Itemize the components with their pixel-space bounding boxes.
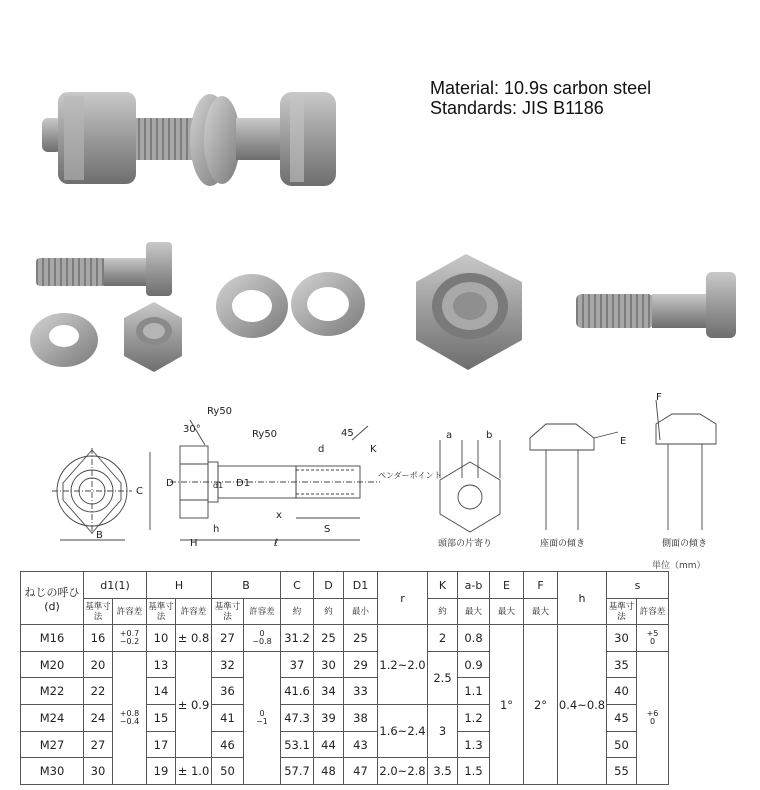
label-ell: ℓ: [274, 538, 279, 549]
header-C: C: [281, 572, 314, 599]
cell-d1-tol: +0.7 −0.2: [113, 625, 147, 652]
sub-tol: 許容差: [244, 599, 281, 625]
unit-label: 単位（mm）: [652, 561, 706, 571]
label-x: x: [276, 510, 282, 521]
cell-D: 25: [314, 625, 344, 652]
label-30deg: 30°: [183, 424, 201, 435]
cell-H: 19: [147, 758, 176, 785]
cell-K: 3: [428, 705, 458, 758]
cell-H-tol: ± 0.8: [176, 625, 212, 652]
cell-B-tol: 0 −0.8: [244, 625, 281, 652]
cell-D1: 47: [344, 758, 378, 785]
label-S: S: [324, 524, 331, 535]
cell-D: 30: [314, 652, 344, 678]
cell-D: 44: [314, 732, 344, 758]
sub-basic: 基準寸法: [212, 599, 244, 625]
sub-approx: 約: [314, 599, 344, 625]
cell-d1: 20: [84, 652, 113, 678]
cell-ab: 1.3: [458, 732, 490, 758]
cell-B: 27: [212, 625, 244, 652]
cell-ab: 0.8: [458, 625, 490, 652]
cell-K: 3.5: [428, 758, 458, 785]
header-E: E: [490, 572, 524, 599]
header-D: D: [314, 572, 344, 599]
cell-size: M27: [21, 732, 84, 758]
cell-H: 17: [147, 732, 176, 758]
cell-B: 46: [212, 732, 244, 758]
cell-C: 47.3: [281, 705, 314, 732]
cell-K: 2.5: [428, 652, 458, 705]
sub-max: 最大: [458, 599, 490, 625]
cell-ab: 0.9: [458, 652, 490, 678]
cell-s: 45: [607, 705, 637, 732]
cell-ab: 1.5: [458, 758, 490, 785]
cell-C: 57.7: [281, 758, 314, 785]
caption-side: 側面の傾き: [662, 539, 708, 549]
label-C: C: [136, 486, 143, 497]
label-a: a: [446, 430, 453, 441]
cell-size: M22: [21, 678, 84, 705]
label-B: B: [96, 530, 103, 541]
cell-d1: 22: [84, 678, 113, 705]
table-row: [21, 625, 669, 652]
cell-s: 35: [607, 652, 637, 678]
sub-tol: 許容差: [637, 599, 669, 625]
cell-D: 34: [314, 678, 344, 705]
cell-C: 53.1: [281, 732, 314, 758]
cell-D1: 25: [344, 625, 378, 652]
cell-s: 40: [607, 678, 637, 705]
label-K: K: [370, 444, 377, 455]
header-h: h: [558, 572, 607, 625]
sub-min: 最小: [344, 599, 378, 625]
cell-E: 1°: [490, 625, 524, 785]
material-text: Material: 10.9s carbon steel: [430, 78, 652, 98]
caption-seat: 座面の傾き: [540, 539, 586, 549]
label-H: H: [190, 538, 198, 549]
cell-H: 13: [147, 652, 176, 678]
label-ry50-b: Ry50: [252, 429, 278, 440]
cell-ab: 1.1: [458, 678, 490, 705]
cell-size: M20: [21, 652, 84, 678]
cell-D: 48: [314, 758, 344, 785]
sub-max: 最大: [490, 599, 524, 625]
cell-D1: 43: [344, 732, 378, 758]
cell-H: 15: [147, 705, 176, 732]
header-B: B: [212, 572, 281, 599]
sub-tol: 許容差: [113, 599, 147, 625]
header-d1: d1(1): [84, 572, 147, 599]
cell-size: M16: [21, 625, 84, 652]
cell-d1-tol: +0.8 −0.4: [113, 652, 147, 785]
header-size: ねじの呼ひ (d): [21, 572, 84, 625]
label-point: ペンダーポイント: [378, 471, 442, 480]
label-45deg: 45: [341, 428, 354, 439]
cell-D1: 33: [344, 678, 378, 705]
seat-inclination-drawing: [530, 424, 618, 530]
cell-C: 31.2: [281, 625, 314, 652]
cell-D1: 29: [344, 652, 378, 678]
sub-tol: 許容差: [176, 599, 212, 625]
cell-H: 14: [147, 678, 176, 705]
dimension-table: [20, 571, 669, 785]
cell-B: 36: [212, 678, 244, 705]
cell-d1: 27: [84, 732, 113, 758]
label-d1: d1: [213, 481, 224, 490]
cell-H-tol: ± 1.0: [176, 758, 212, 785]
cell-H-tol: ± 0.9: [176, 652, 212, 758]
sub-approx: 約: [428, 599, 458, 625]
cell-C: 41.6: [281, 678, 314, 705]
cell-s: 50: [607, 732, 637, 758]
sub-basic: 基準寸法: [607, 599, 637, 625]
head-offset-drawing: [440, 440, 500, 532]
caption-head-offset: 頭部の片寄り: [438, 539, 493, 549]
cell-B: 32: [212, 652, 244, 678]
header-K: K: [428, 572, 458, 599]
label-ry50-a: Ry50: [207, 406, 233, 417]
cell-s: 55: [607, 758, 637, 785]
label-F: F: [656, 392, 662, 403]
label-h: h: [213, 524, 220, 535]
sub-basic: 基準寸法: [84, 599, 113, 625]
cell-r: 2.0~2.8: [378, 758, 428, 785]
cell-h: 0.4~0.8: [558, 625, 607, 785]
cell-s-tol: +5 0: [637, 625, 669, 652]
standards-text: Standards: JIS B1186: [430, 98, 604, 118]
cell-H: 10: [147, 625, 176, 652]
cell-B-tol: 0 −1: [244, 652, 281, 785]
header-D1: D1: [344, 572, 378, 599]
sub-approx: 約: [281, 599, 314, 625]
cell-size: M24: [21, 705, 84, 732]
header-s: s: [607, 572, 669, 599]
cell-s-tol: +6 0: [637, 652, 669, 785]
header-H: H: [147, 572, 212, 599]
label-E: E: [620, 436, 627, 447]
cell-d1: 24: [84, 705, 113, 732]
cell-B: 41: [212, 705, 244, 732]
label-d: d: [318, 444, 325, 455]
sub-max: 最大: [524, 599, 558, 625]
sub-basic: 基準寸法: [147, 599, 176, 625]
cell-size: M30: [21, 758, 84, 785]
cell-r: 1.2~2.0: [378, 625, 428, 705]
side-inclination-drawing: [656, 400, 716, 530]
cell-C: 37: [281, 652, 314, 678]
cell-ab: 1.2: [458, 705, 490, 732]
header-r: r: [378, 572, 428, 625]
cell-D1: 38: [344, 705, 378, 732]
cell-F: 2°: [524, 625, 558, 785]
cell-B: 50: [212, 758, 244, 785]
cell-d1: 30: [84, 758, 113, 785]
label-D1: D1: [236, 478, 251, 489]
cell-K: 2: [428, 625, 458, 652]
label-D: D: [166, 478, 174, 489]
cell-s: 30: [607, 625, 637, 652]
cell-d1: 16: [84, 625, 113, 652]
cell-r: 1.6~2.4: [378, 705, 428, 758]
label-b: b: [486, 430, 493, 441]
cell-D: 39: [314, 705, 344, 732]
header-F: F: [524, 572, 558, 599]
header-ab: a-b: [458, 572, 490, 599]
